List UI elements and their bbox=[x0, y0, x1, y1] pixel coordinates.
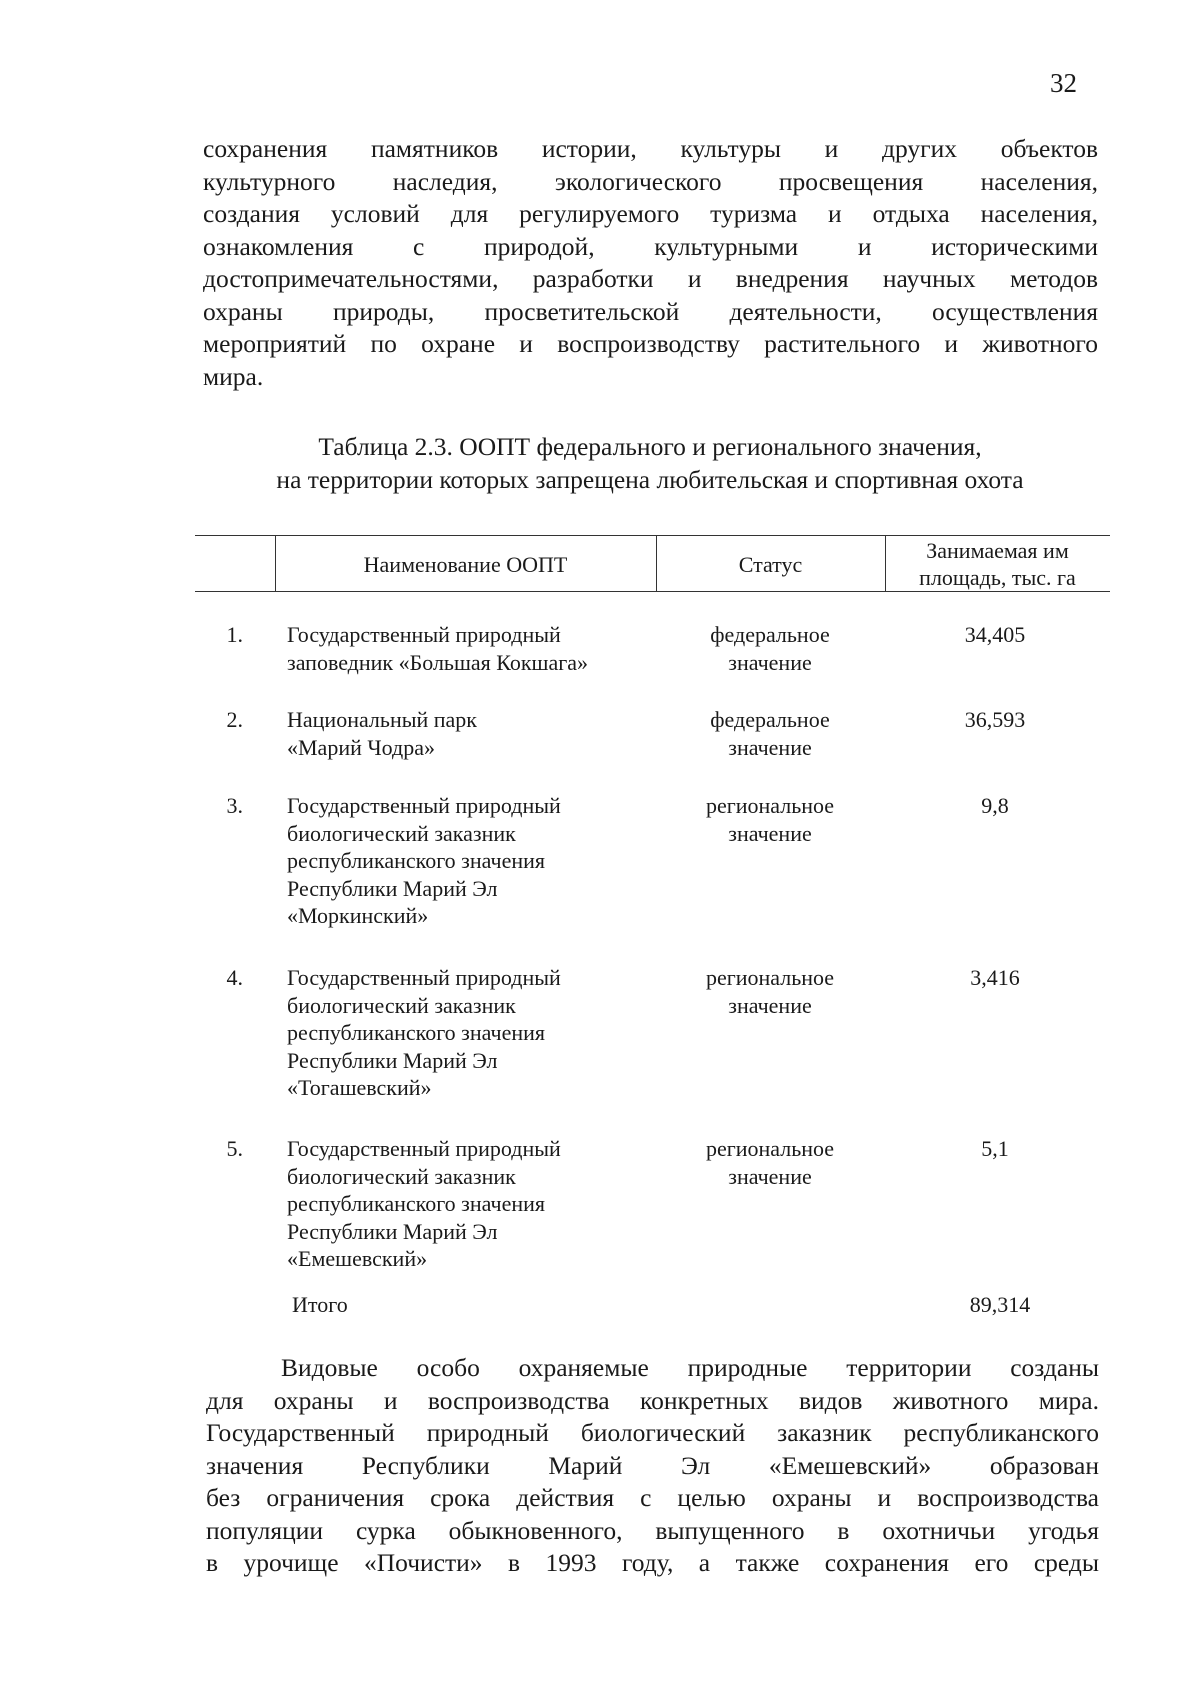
name-line: Национальный парк bbox=[287, 707, 477, 732]
status-line: значение bbox=[728, 820, 812, 846]
row-area: 5,1 bbox=[981, 1136, 1009, 1161]
name-line: Государственный природный bbox=[287, 622, 561, 647]
name-line: биологический заказник bbox=[287, 1163, 516, 1189]
paragraph-line: в урочище «Почисти» в 1993 году, а также сохранения его среды bbox=[206, 1548, 1099, 1577]
paragraph-line: для охраны и воспроизводства конкретных видов животного мира. bbox=[206, 1385, 1099, 1415]
name-line: заповедник «Большая Кокшага» bbox=[287, 649, 589, 675]
paragraph-line: охраны природы, просветительской деятельности, осуществления bbox=[203, 296, 1098, 326]
status-line: федеральное bbox=[710, 622, 830, 647]
header-area-line: Занимаемая им bbox=[926, 538, 1069, 563]
row-area: 36,593 bbox=[964, 707, 1026, 732]
name-line: республиканского значения bbox=[287, 848, 546, 873]
name-line: Республики Марий Эл bbox=[287, 875, 498, 901]
row-number: 2. bbox=[226, 707, 243, 732]
row-name bbox=[287, 706, 477, 761]
name-line: Республики Марий Эл bbox=[287, 1218, 498, 1244]
status-line: значение bbox=[728, 649, 812, 675]
name-line: «Марий Чодра» bbox=[287, 734, 435, 760]
row-area: 9,8 bbox=[981, 793, 1009, 818]
row-name bbox=[287, 964, 561, 1102]
caption-line: на территории которых запрещена любительская и спортивная охота bbox=[276, 465, 1024, 494]
row-name bbox=[287, 1135, 561, 1273]
table-header-rule bbox=[195, 591, 1110, 592]
row-number: 4. bbox=[226, 965, 243, 990]
status-line: значение bbox=[728, 1163, 812, 1189]
row-status bbox=[670, 621, 870, 676]
status-line: федеральное bbox=[710, 707, 830, 732]
row-number: 5. bbox=[226, 1136, 243, 1161]
name-line: биологический заказник bbox=[287, 992, 516, 1018]
paragraph-line: культурного наследия, экологического просвещения населения, bbox=[203, 166, 1098, 196]
name-line: «Емешевский» bbox=[287, 1246, 428, 1271]
paragraph-line: мероприятий по охране и воспроизводству растительного и животного bbox=[203, 329, 1098, 358]
row-area: 3,416 bbox=[970, 965, 1020, 990]
total-label: Итого bbox=[292, 1292, 348, 1317]
paragraph-line: создания условий для регулируемого туризма и отдыха населения, bbox=[203, 199, 1098, 228]
row-status bbox=[670, 964, 870, 1019]
intro-paragraph bbox=[203, 133, 1098, 393]
row-name bbox=[287, 792, 561, 930]
row-status bbox=[670, 706, 870, 761]
row-number: 1. bbox=[226, 622, 243, 647]
name-line: республиканского значения bbox=[287, 1020, 546, 1045]
paragraph-line: мира. bbox=[203, 361, 264, 391]
row-area: 34,405 bbox=[964, 622, 1026, 647]
table-top-rule bbox=[195, 535, 1110, 536]
row-number: 3. bbox=[226, 793, 243, 818]
paragraph-line: без ограничения срока действия с целью охраны и воспроизводства bbox=[206, 1483, 1099, 1512]
paragraph-line: достопримечательностями, разработки и внедрения научных методов bbox=[203, 264, 1098, 293]
name-line: биологический заказник bbox=[287, 820, 516, 846]
header-area-line: площадь, тыс. га bbox=[919, 565, 1076, 590]
name-line: «Тогашевский» bbox=[287, 1075, 432, 1100]
paragraph-line: Видовые особо охраняемые природные территории созданы bbox=[281, 1353, 1099, 1382]
name-line: Государственный природный bbox=[287, 793, 561, 818]
status-line: региональное bbox=[705, 965, 835, 990]
paragraph-line: Государственный природный биологический заказник республиканского bbox=[206, 1418, 1099, 1447]
status-line: значение bbox=[728, 734, 812, 760]
header-name: Наименование ООПТ bbox=[363, 552, 568, 577]
paragraph-line: значения Республики Марий Эл «Емешевский» образован bbox=[206, 1450, 1099, 1480]
paragraph-line: сохранения памятников истории, культуры и других объектов bbox=[203, 134, 1098, 163]
row-status bbox=[670, 1135, 870, 1190]
row-name bbox=[287, 621, 588, 676]
name-line: Республики Марий Эл bbox=[287, 1047, 498, 1073]
status-line: региональное bbox=[705, 793, 835, 818]
caption-line: Таблица 2.3. ООПТ федерального и регионального значения, bbox=[318, 432, 982, 461]
status-line: региональное bbox=[705, 1136, 835, 1161]
page-number: 32 bbox=[1050, 68, 1077, 98]
status-line: значение bbox=[728, 992, 812, 1018]
name-line: «Моркинский» bbox=[287, 903, 429, 928]
name-line: Государственный природный bbox=[287, 1136, 561, 1161]
paragraph-line: популяции сурка обыкновенного, выпущенного в охотничьи угодья bbox=[206, 1515, 1099, 1545]
header-area bbox=[885, 537, 1110, 591]
table-caption bbox=[200, 430, 1100, 496]
total-value: 89,314 bbox=[969, 1292, 1031, 1317]
body-paragraph bbox=[206, 1352, 1099, 1580]
paragraph-line: ознакомления с природой, культурными и историческими bbox=[203, 231, 1098, 261]
header-status: Статус bbox=[738, 552, 803, 577]
name-line: республиканского значения bbox=[287, 1191, 546, 1216]
row-status bbox=[670, 792, 870, 847]
name-line: Государственный природный bbox=[287, 965, 561, 990]
